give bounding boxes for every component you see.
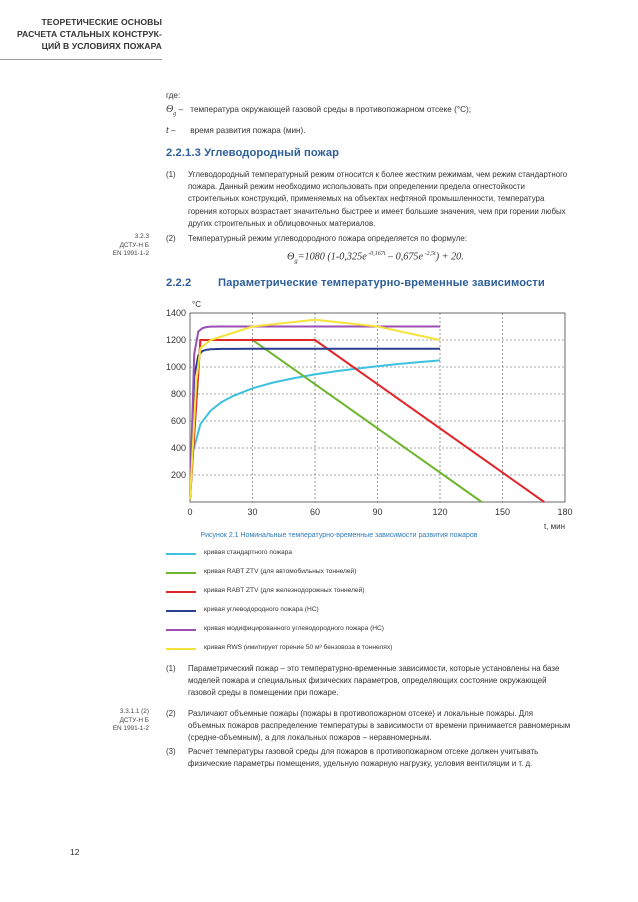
chart-series [190, 320, 544, 502]
paragraph-2 [166, 233, 572, 245]
y-tick-label: 1000 [165, 362, 186, 372]
x-axis-label: t, мин [543, 522, 565, 531]
y-tick-label: 400 [170, 443, 186, 453]
margin-ref-line: ДСТУ-Н Б [119, 716, 149, 724]
margin-ref-line: 3.2.3 [134, 233, 149, 240]
legend-swatch [166, 610, 196, 612]
formula-exponent: -2,5t [423, 251, 436, 257]
formula-part: =1080 (1-0,325e [297, 251, 367, 263]
margin-ref-line: ДСТУ-Н Б [119, 241, 149, 249]
x-tick-label: 180 [557, 507, 573, 517]
paragraph-text: Расчет температуры газовой среды для пожаров в противопожарном отсеке должен учитывать физические параметры помещения, удельную пожарную нагрузку, условия вентиляции и т. д. [188, 747, 539, 769]
margin-reference-2 [113, 708, 149, 734]
section-title: Углеводородный пожар [204, 147, 340, 159]
paragraph-text: Параметрический пожар – это температурно-временные зависимости, которые установлены на базе моделей пожара и специальных физических параметров, определяющих состояние окружающей газовой среды в помещении при пожаре. [188, 664, 560, 698]
y-tick-label: 1400 [165, 308, 186, 318]
x-tick-label: 60 [309, 507, 321, 517]
definition-t [166, 125, 306, 136]
header-line-3: ЦИЙ В УСЛОВИЯХ ПОЖАРА [41, 41, 162, 51]
y-tick-label: 800 [170, 389, 186, 399]
series-line-4 [190, 349, 440, 500]
formula-lhs: Θ [287, 251, 295, 263]
legend-label: кривая углеводородного пожара (НС) [204, 606, 319, 613]
legend-label: кривая RWS (имитирует горение 50 м³ бензовоза в тоннелях) [204, 644, 393, 651]
paragraph-number: (3) [166, 747, 176, 756]
paragraph-text: Температурный режим углеводородного пожара определяется по формуле: [188, 234, 467, 243]
legend-swatch [166, 591, 196, 593]
paragraph-number: (1) [166, 170, 176, 179]
definition-text: время развития пожара (мин). [190, 126, 306, 135]
legend-label: кривая RABT ZTV (для железнодорожных тоннелей) [204, 587, 365, 594]
formula-lhs-sub: g [294, 257, 298, 265]
x-tick-label: 0 [187, 507, 193, 517]
section-heading-parametric [166, 277, 545, 289]
margin-ref-line: 3.3.1.1 (2) [119, 708, 149, 715]
header-line-2: РАСЧЕТА СТАЛЬНЫХ КОНСТРУК- [16, 29, 162, 39]
legend-label: кривая модифицированного углеводородного пожара (НС) [204, 625, 384, 632]
section-number: 2.2.1.3 [166, 147, 201, 159]
paragraph-number: (2) [166, 234, 176, 243]
paragraph-text: Различают объемные пожары (пожары в противопожарном отсеке) и локальные пожары. Для объемных пожаров распределение температуры в зависимости от времени принимается равномерным (средне-объемным), а для локальных пожаров – неравномерным. [188, 709, 571, 743]
x-tick-label: 120 [432, 507, 448, 517]
definition-text: температура окружающей газовой среды в противопожарном отсеке (°С); [190, 105, 472, 114]
figure-caption: Рисунок 2.1 Номинальные температурно-временные зависимости развития пожаров [200, 532, 478, 539]
paragraph-number: (2) [166, 709, 176, 718]
y-axis-label: °C [192, 300, 201, 309]
legend-label: кривая RABT ZTV (для автомобильных тоннелей) [204, 568, 357, 575]
paragraph-5 [166, 746, 572, 770]
paragraph-number: (1) [166, 664, 176, 673]
formula-part: ) + 20. [435, 251, 464, 263]
legend-swatch [166, 553, 196, 555]
paragraph-4 [166, 708, 572, 745]
margin-reference-1 [113, 233, 149, 259]
x-tick-label: 30 [247, 507, 258, 517]
formula-part: – 0,675e [385, 251, 424, 263]
header-line-1: ТЕОРЕТИЧЕСКИЕ ОСНОВЫ [41, 17, 162, 27]
section-number: 2.2.2 [166, 277, 192, 289]
margin-ref-line: EN 1991-1-2 [112, 725, 149, 733]
y-tick-label: 600 [170, 416, 186, 426]
running-header [17, 16, 162, 52]
definition-symbol: $\Theta_g$ – [166, 104, 184, 117]
chart-grid [190, 313, 565, 502]
x-tick-label: 90 [372, 507, 383, 517]
legend-swatch [166, 572, 196, 574]
legend-swatch [166, 629, 196, 631]
paragraph-1 [166, 169, 572, 230]
temperature-time-chart [160, 290, 580, 532]
section-heading-hydrocarbon [166, 147, 339, 159]
section-title: Параметрические температурно-временные зависимости [218, 277, 545, 289]
paragraph-text: Углеводородный температурный режим относится к более жестким режимам, чем режим стандартного пожара. Данный режим необходимо использовать при определении предела огнестойкости строительных конструкций, применяемых на объектах нефтяной промышленности, температура горения которых возрастает значительно быстрее и имеет большие значения, чем при горении любых других строительных и облицовочных материалов. [188, 170, 568, 228]
formula-exponent: -0,167t [366, 251, 386, 257]
paragraph-3 [166, 663, 572, 700]
y-tick-label: 200 [170, 470, 186, 480]
where-label: где: [166, 91, 181, 100]
legend-label: кривая стандартного пожара [204, 549, 292, 556]
definition-theta [166, 104, 471, 117]
page-number: 12 [70, 847, 80, 857]
legend-swatch [166, 648, 196, 650]
y-tick-label: 1200 [165, 335, 186, 345]
definition-symbol: t – [166, 125, 176, 136]
formula-hydrocarbon [287, 251, 464, 264]
header-divider [0, 59, 162, 60]
x-tick-label: 150 [494, 507, 511, 517]
margin-ref-line: EN 1991-1-2 [112, 250, 149, 258]
